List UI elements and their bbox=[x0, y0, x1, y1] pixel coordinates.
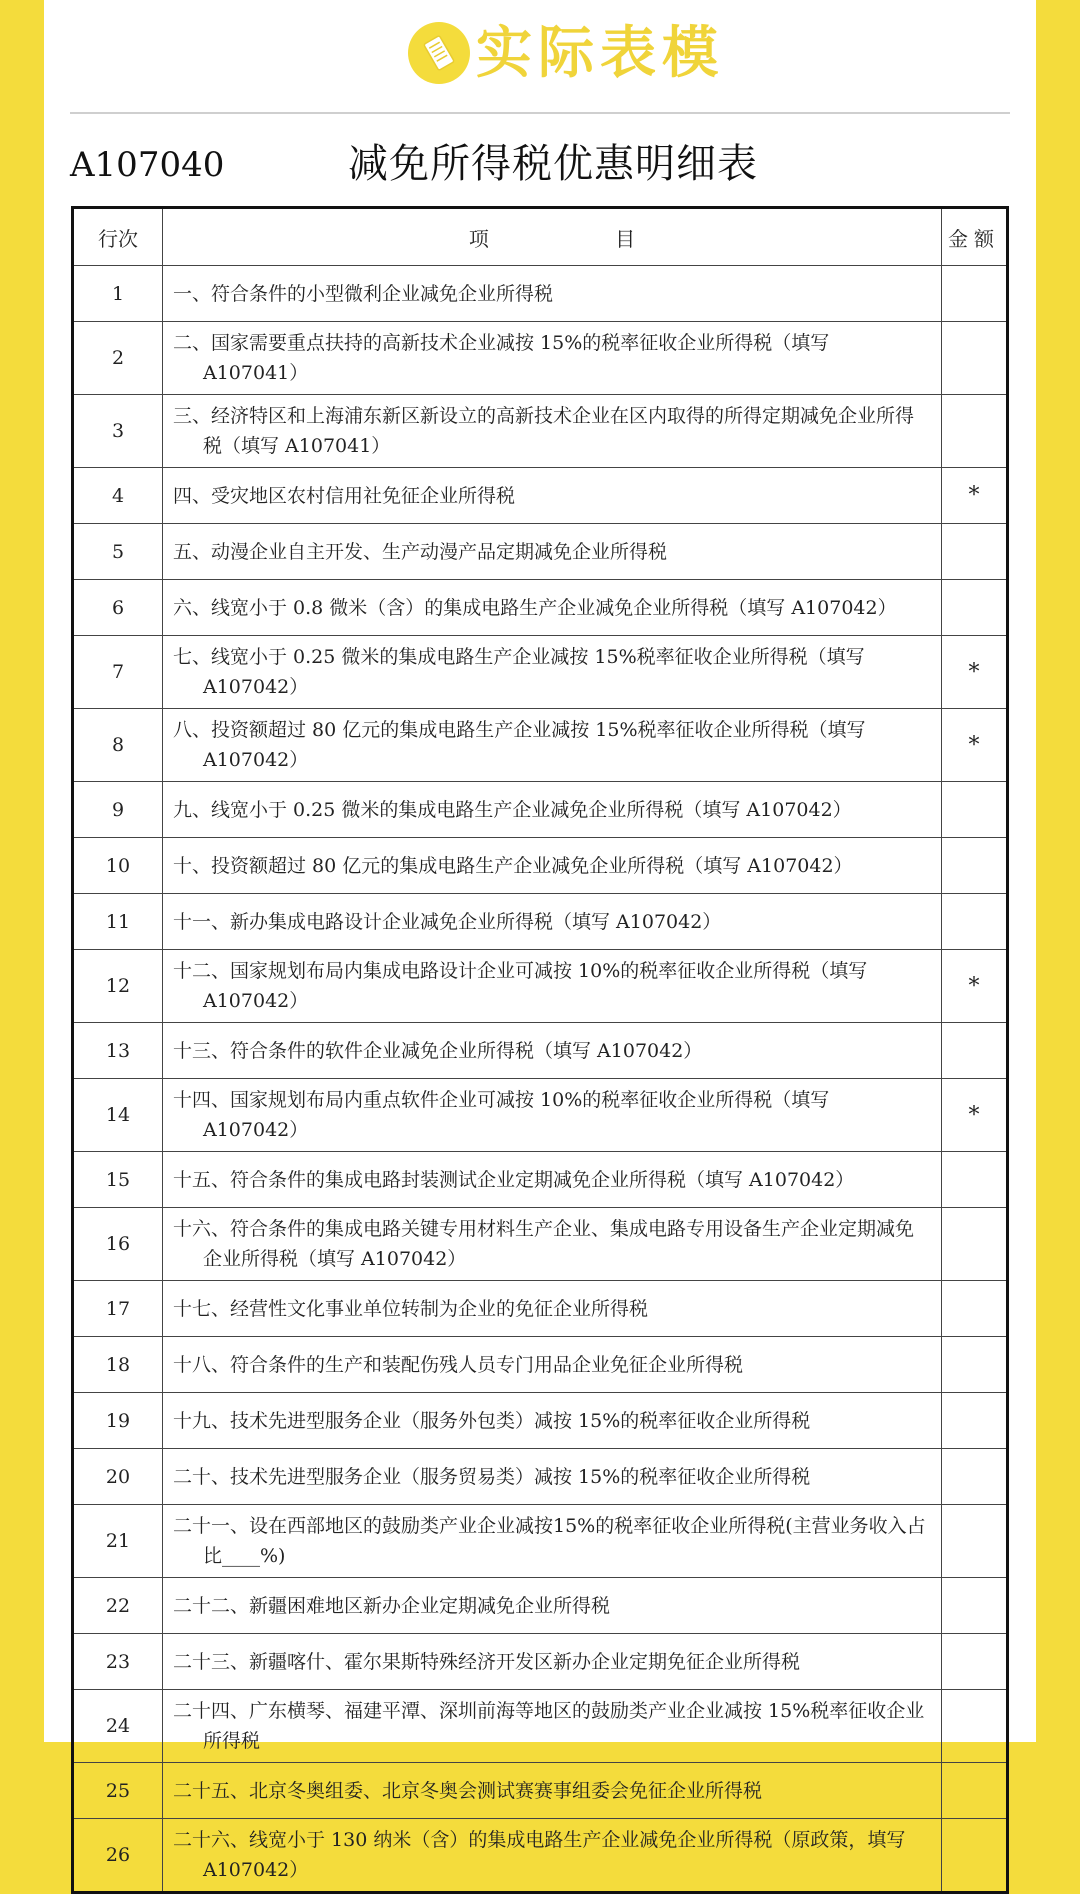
row-item-cell bbox=[163, 894, 942, 950]
row-item-text: 六、线宽小于 0.8 微米（含）的集成电路生产企业减免企业所得税（填写 A107042） bbox=[173, 596, 897, 619]
row-number: 12 bbox=[73, 950, 163, 1023]
table-row bbox=[73, 1337, 1008, 1393]
row-number: 24 bbox=[73, 1690, 163, 1763]
row-item-text: 八、投资额超过 80 亿元的集成电路生产企业减按 15%税率征收企业所得税（填写 A107042） bbox=[173, 719, 866, 771]
row-number: 25 bbox=[73, 1763, 163, 1819]
brand-title: 实际表模 bbox=[476, 21, 724, 86]
row-item-text: 一、符合条件的小型微利企业减免企业所得税 bbox=[173, 282, 554, 305]
table-header-row bbox=[73, 208, 1008, 266]
row-item-cell bbox=[163, 266, 942, 322]
table-row bbox=[73, 838, 1008, 894]
row-item-text: 二十、技术先进型服务企业（服务贸易类）减按 15%的税率征收企业所得税 bbox=[173, 1465, 811, 1488]
column-header-item bbox=[163, 208, 942, 266]
row-item-text: 十六、符合条件的集成电路关键专用材料生产企业、集成电路专用设备生产企业定期减免企业所得税（填写 A107042） bbox=[173, 1218, 915, 1270]
row-item-text: 五、动漫企业自主开发、生产动漫产品定期减免企业所得税 bbox=[173, 540, 668, 563]
table-row bbox=[73, 1505, 1008, 1578]
row-item-cell bbox=[163, 709, 942, 782]
row-amount-cell[interactable]: * bbox=[942, 1079, 1008, 1152]
form-title: 减免所得税优惠明细表 bbox=[348, 141, 758, 187]
relief-table bbox=[71, 206, 1009, 1894]
row-item-text: 二十三、新疆喀什、霍尔果斯特殊经济开发区新办企业定期免征企业所得税 bbox=[173, 1650, 801, 1673]
row-number: 4 bbox=[73, 468, 163, 524]
row-item-text: 三、经济特区和上海浦东新区新设立的高新技术企业在区内取得的所得定期减免企业所得税（填写 A107041） bbox=[173, 405, 915, 457]
row-amount-cell[interactable] bbox=[942, 266, 1008, 322]
table-row bbox=[73, 636, 1008, 709]
column-header-amount-label: 金额 bbox=[948, 226, 1000, 251]
table-row bbox=[73, 1763, 1008, 1819]
row-item-text: 九、线宽小于 0.25 微米的集成电路生产企业减免企业所得税（填写 A107042） bbox=[173, 798, 852, 821]
row-item-cell bbox=[163, 468, 942, 524]
column-header-amount bbox=[942, 208, 1008, 266]
row-item-text: 十二、国家规划布局内集成电路设计企业可减按 10%的税率征收企业所得税（填写 A107042） bbox=[173, 960, 868, 1012]
row-number: 5 bbox=[73, 524, 163, 580]
row-item-cell bbox=[163, 1819, 942, 1893]
row-item-cell bbox=[163, 1634, 942, 1690]
row-item-cell bbox=[163, 524, 942, 580]
row-number: 22 bbox=[73, 1578, 163, 1634]
row-item-text: 二、国家需要重点扶持的高新技术企业减按 15%的税率征收企业所得税（填写 A107041） bbox=[173, 332, 830, 384]
table-row bbox=[73, 1449, 1008, 1505]
row-item-cell bbox=[163, 322, 942, 395]
row-item-cell bbox=[163, 1763, 942, 1819]
row-number: 7 bbox=[73, 636, 163, 709]
row-amount-cell[interactable] bbox=[942, 395, 1008, 468]
table-row bbox=[73, 709, 1008, 782]
column-header-item-label: 项 目 bbox=[468, 226, 696, 251]
row-number: 3 bbox=[73, 395, 163, 468]
column-header-index: 行次 bbox=[73, 208, 163, 266]
row-item-text: 十八、符合条件的生产和装配伤残人员专门用品企业免征企业所得税 bbox=[173, 1353, 744, 1376]
row-item-text: 十七、经营性文化事业单位转制为企业的免征企业所得税 bbox=[173, 1297, 649, 1320]
row-item-text: 七、线宽小于 0.25 微米的集成电路生产企业减按 15%税率征收企业所得税（填写 A107042） bbox=[173, 646, 865, 698]
row-item-text: 十、投资额超过 80 亿元的集成电路生产企业减免企业所得税（填写 A107042） bbox=[173, 854, 853, 877]
row-item-cell bbox=[163, 950, 942, 1023]
row-item-cell bbox=[163, 1449, 942, 1505]
table-row bbox=[73, 580, 1008, 636]
row-amount-cell[interactable]: * bbox=[942, 709, 1008, 782]
table-row bbox=[73, 1634, 1008, 1690]
table-row bbox=[73, 1578, 1008, 1634]
row-item-cell bbox=[163, 1337, 942, 1393]
table-row bbox=[73, 1690, 1008, 1763]
row-amount-cell[interactable] bbox=[942, 1819, 1008, 1893]
row-amount-cell[interactable] bbox=[942, 1393, 1008, 1449]
row-amount-cell[interactable] bbox=[942, 782, 1008, 838]
row-amount-cell[interactable] bbox=[942, 1505, 1008, 1578]
row-amount-cell[interactable]: * bbox=[942, 950, 1008, 1023]
row-item-cell bbox=[163, 1281, 942, 1337]
row-item-cell bbox=[163, 636, 942, 709]
row-item-cell bbox=[163, 1208, 942, 1281]
row-amount-cell[interactable] bbox=[942, 894, 1008, 950]
table-body bbox=[73, 266, 1008, 1893]
row-item-cell bbox=[163, 580, 942, 636]
row-item-cell bbox=[163, 782, 942, 838]
row-amount-cell[interactable] bbox=[942, 1578, 1008, 1634]
table-row bbox=[73, 950, 1008, 1023]
table-row bbox=[73, 1393, 1008, 1449]
row-item-text: 二十六、线宽小于 130 纳米（含）的集成电路生产企业减免企业所得税（原政策，填写 A107042） bbox=[173, 1829, 906, 1881]
row-number: 26 bbox=[73, 1819, 163, 1893]
row-amount-cell[interactable] bbox=[942, 322, 1008, 395]
table-row bbox=[73, 468, 1008, 524]
row-amount-cell[interactable]: * bbox=[942, 468, 1008, 524]
table-row bbox=[73, 894, 1008, 950]
row-number: 17 bbox=[73, 1281, 163, 1337]
table-row bbox=[73, 1281, 1008, 1337]
row-amount-cell[interactable] bbox=[942, 1763, 1008, 1819]
row-amount-cell[interactable] bbox=[942, 1690, 1008, 1763]
table-row bbox=[73, 322, 1008, 395]
row-number: 8 bbox=[73, 709, 163, 782]
logo-icon bbox=[408, 22, 470, 84]
row-item-text: 十一、新办集成电路设计企业减免企业所得税（填写 A107042） bbox=[173, 910, 722, 933]
row-item-cell bbox=[163, 1023, 942, 1079]
row-item-text: 二十五、北京冬奥组委、北京冬奥会测试赛赛事组委会免征企业所得税 bbox=[173, 1779, 763, 1802]
row-item-cell bbox=[163, 1152, 942, 1208]
row-amount-cell[interactable]: * bbox=[942, 636, 1008, 709]
row-number: 1 bbox=[73, 266, 163, 322]
table-row bbox=[73, 1023, 1008, 1079]
row-item-text: 二十二、新疆困难地区新办企业定期减免企业所得税 bbox=[173, 1594, 611, 1617]
table-row bbox=[73, 1079, 1008, 1152]
row-amount-cell[interactable] bbox=[942, 1023, 1008, 1079]
table-row bbox=[73, 1152, 1008, 1208]
row-item-cell bbox=[163, 1578, 942, 1634]
header-divider bbox=[70, 112, 1010, 114]
row-number: 21 bbox=[73, 1505, 163, 1578]
row-amount-cell[interactable] bbox=[942, 1337, 1008, 1393]
row-number: 2 bbox=[73, 322, 163, 395]
row-number: 11 bbox=[73, 894, 163, 950]
table-row bbox=[73, 782, 1008, 838]
row-amount-cell[interactable] bbox=[942, 1281, 1008, 1337]
row-number: 9 bbox=[73, 782, 163, 838]
row-item-text: 二十一、设在西部地区的鼓励类产业企业减按15%的税率征收企业所得税(主营业务收入占比____%) bbox=[173, 1515, 926, 1567]
row-item-text: 二十四、广东横琴、福建平潭、深圳前海等地区的鼓励类产业企业减按 15%税率征收企业所得税 bbox=[173, 1700, 925, 1752]
table-row bbox=[73, 266, 1008, 322]
row-item-text: 十九、技术先进型服务企业（服务外包类）减按 15%的税率征收企业所得税 bbox=[173, 1409, 811, 1432]
row-item-cell bbox=[163, 1393, 942, 1449]
row-amount-cell[interactable] bbox=[942, 1152, 1008, 1208]
row-number: 15 bbox=[73, 1152, 163, 1208]
row-amount-cell[interactable] bbox=[942, 524, 1008, 580]
row-item-text: 十五、符合条件的集成电路封装测试企业定期减免企业所得税（填写 A107042） bbox=[173, 1168, 855, 1191]
row-amount-cell[interactable] bbox=[942, 1634, 1008, 1690]
table-row bbox=[73, 1208, 1008, 1281]
row-item-cell bbox=[163, 1505, 942, 1578]
row-number: 6 bbox=[73, 580, 163, 636]
table-row bbox=[73, 1819, 1008, 1893]
page bbox=[44, 0, 1036, 1881]
row-number: 16 bbox=[73, 1208, 163, 1281]
row-amount-cell[interactable] bbox=[942, 1208, 1008, 1281]
row-item-cell bbox=[163, 1690, 942, 1763]
row-item-text: 十四、国家规划布局内重点软件企业可减按 10%的税率征收企业所得税（填写 A107042） bbox=[173, 1089, 830, 1141]
header bbox=[44, 0, 1036, 112]
row-number: 19 bbox=[73, 1393, 163, 1449]
row-amount-cell[interactable] bbox=[942, 838, 1008, 894]
row-amount-cell[interactable] bbox=[942, 580, 1008, 636]
row-number: 14 bbox=[73, 1079, 163, 1152]
row-number: 20 bbox=[73, 1449, 163, 1505]
row-amount-cell[interactable] bbox=[942, 1449, 1008, 1505]
row-number: 18 bbox=[73, 1337, 163, 1393]
form-code: A107040 bbox=[70, 145, 225, 185]
row-number: 10 bbox=[73, 838, 163, 894]
row-item-text: 四、受灾地区农村信用社免征企业所得税 bbox=[173, 484, 516, 507]
table-row bbox=[73, 395, 1008, 468]
row-number: 23 bbox=[73, 1634, 163, 1690]
row-number: 13 bbox=[73, 1023, 163, 1079]
row-item-text: 十三、符合条件的软件企业减免企业所得税（填写 A107042） bbox=[173, 1039, 703, 1062]
row-item-cell bbox=[163, 838, 942, 894]
row-item-cell bbox=[163, 1079, 942, 1152]
table-row bbox=[73, 524, 1008, 580]
row-item-cell bbox=[163, 395, 942, 468]
